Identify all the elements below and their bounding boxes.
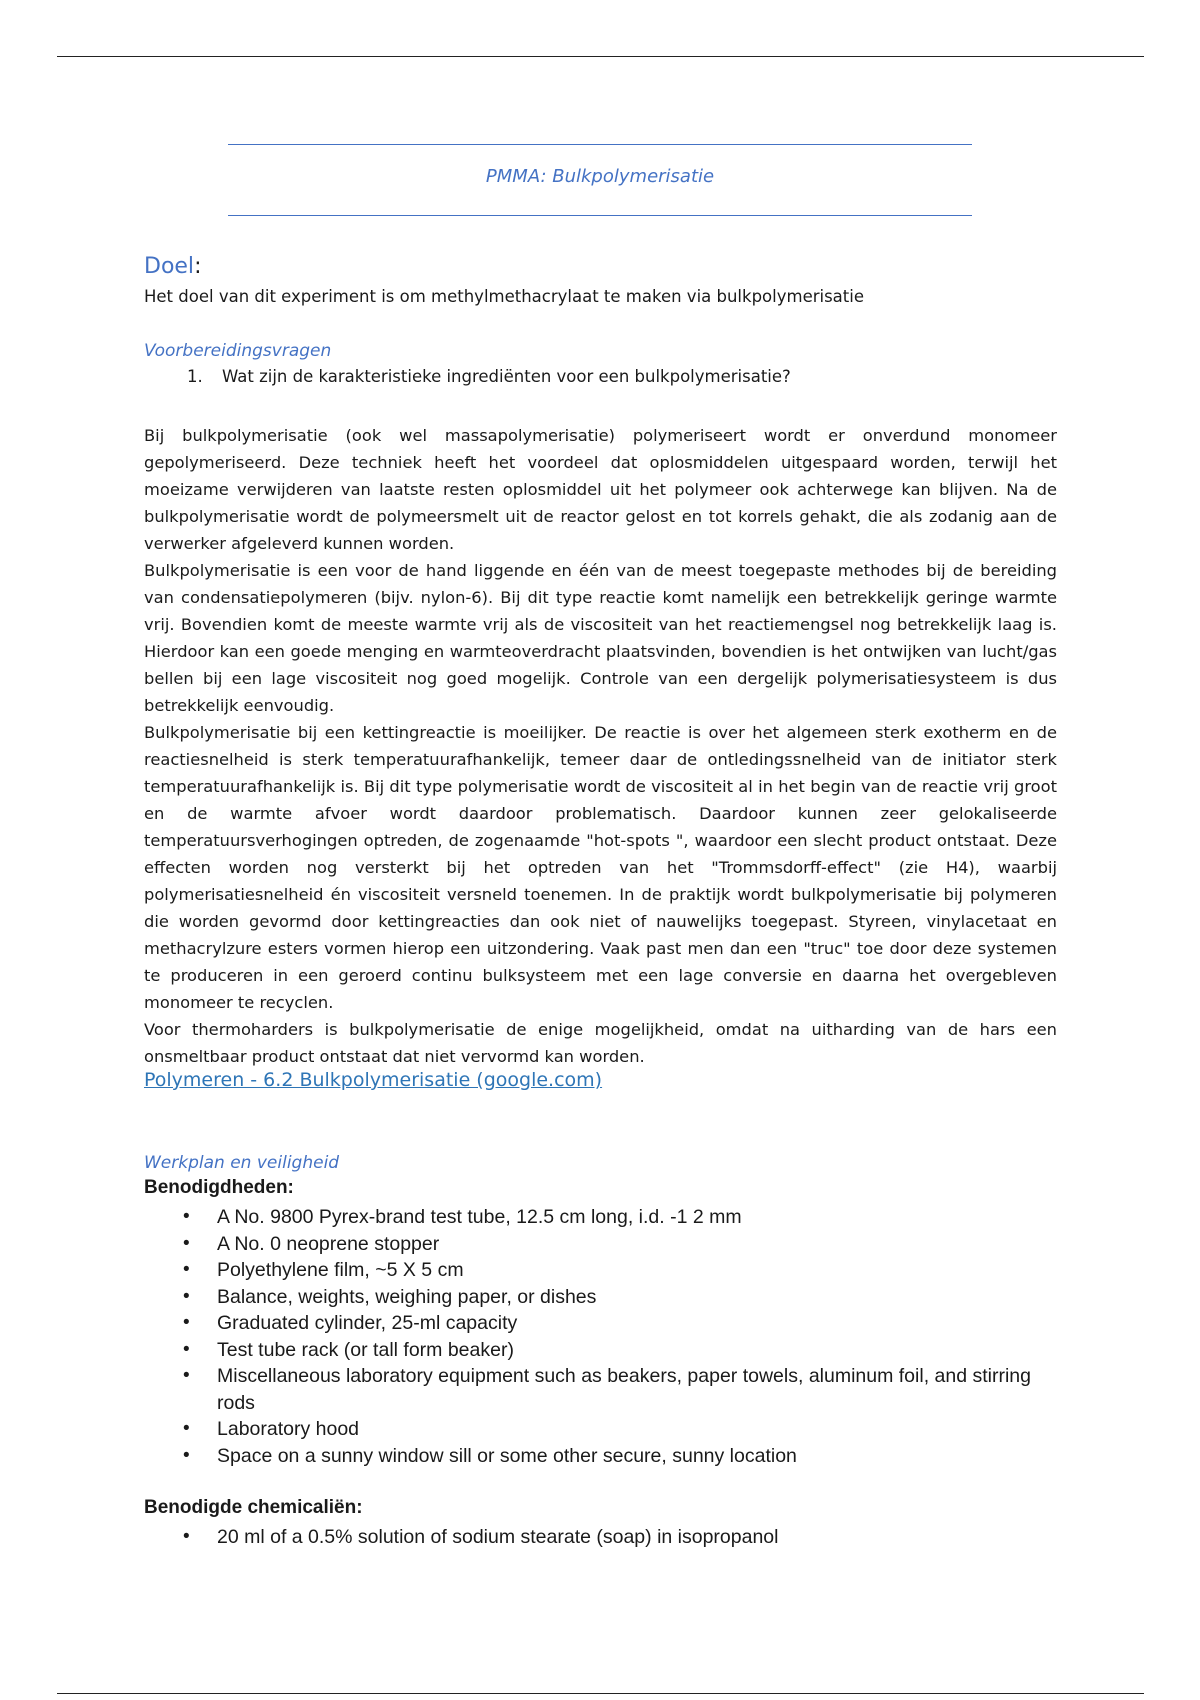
question-item (187, 367, 791, 386)
chemicalien-list (144, 1524, 1064, 1551)
werkplan-heading: Werkplan en veiligheid (144, 1153, 340, 1173)
list-item: • Balance, weights, weighing paper, or dishes (144, 1284, 1064, 1311)
question-number: 1. (187, 367, 203, 386)
list-item: • Miscellaneous laboratory equipment such as beakers, paper towels, aluminum foil, and stirring rods (144, 1363, 1064, 1416)
doel-heading (144, 254, 201, 279)
list-item: • Polyethylene film, ~5 X 5 cm (144, 1257, 1064, 1284)
page-title: PMMA: Bulkpolymerisatie (485, 166, 715, 187)
list-item: • A No. 9800 Pyrex-brand test tube, 12.5 cm long, i.d. -1 2 mm (144, 1204, 1064, 1231)
paragraph: Bulkpolymerisatie is een voor de hand liggende en één van de meest toegepaste methodes bij de bereiding van condensatiepolymeren (bijv. nylon-6). Bij dit type reactie komt namelijk een betrekkelijk geringe warmte vrij. Bovendien komt de meeste warmte vrij als de viscositeit van het reactiemengsel nog betrekkelijk laag is. Hierdoor kan een goede menging en warmteoverdracht plaatsvinden, bovendien is het ontwijken van lucht/gas bellen bij een lage viscositeit nog goed mogelijk. Controle van een dergelijk polymerisatiesysteem is dus betrekkelijk eenvoudig. (144, 561, 1057, 715)
page-bottom-rule (57, 1693, 1144, 1694)
benodigdheden-heading: Benodigdheden: (144, 1177, 294, 1198)
doel-heading-label: Doel (144, 254, 195, 279)
benodigdheden-list (144, 1204, 1064, 1469)
paragraph: Voor thermoharders is bulkpolymerisatie de enige mogelijkheid, omdat na uitharding van de hars een onsmeltbaar product ontstaat dat niet vervormd kan worden. (144, 1020, 1057, 1066)
voorbereiding-heading: Voorbereidingsvragen (144, 341, 332, 361)
source-link[interactable]: Polymeren - 6.2 Bulkpolymerisatie (google.com) (144, 1069, 603, 1091)
doel-text: Het doel van dit experiment is om methylmethacrylaat te maken via bulkpolymerisatie (144, 287, 864, 306)
answer-body (144, 422, 1057, 1070)
list-item: • 20 ml of a 0.5% solution of sodium stearate (soap) in isopropanol (144, 1524, 1064, 1551)
doel-heading-colon: : (194, 254, 202, 279)
list-item: • Space on a sunny window sill or some other secure, sunny location (144, 1443, 1064, 1470)
list-item: • Test tube rack (or tall form beaker) (144, 1337, 1064, 1364)
list-item: • A No. 0 neoprene stopper (144, 1231, 1064, 1258)
list-item: • Laboratory hood (144, 1416, 1064, 1443)
list-item: • Graduated cylinder, 25-ml capacity (144, 1310, 1064, 1337)
page-top-rule (57, 56, 1144, 57)
paragraph: Bulkpolymerisatie bij een kettingreactie is moeilijker. De reactie is over het algemeen sterk exotherm en de reactiesnelheid is sterk temperatuurafhankelijk, temeer daar de ontledingssnelheid van de initiator sterk temperatuurafhankelijk is. Bij dit type polymerisatie wordt de viscositeit al in het begin van de reactie vrij groot en de warmte afvoer wordt daardoor problematisch. Daardoor kunnen zeer gelokaliseerde temperatuursverhogingen optreden, de zogenaamde "hot-spots ", waardoor een slecht product ontstaat. Deze effecten worden nog versterkt bij het optreden van het "Trommsdorff-effect" (zie H4), waarbij polymerisatiesnelheid én viscositeit versneld toenemen. In de praktijk wordt bulkpolymerisatie bij polymeren die worden gevormd door kettingreacties dan ook niet of nauwelijks toegepast. Styreen, vinylacetaat en methacrylzure esters vormen hierop een uitzondering. Vaak past men dan een "truc" toe door deze systemen te produceren in een geroerd continu bulksysteem met een lage conversie en daarna het overgebleven monomeer te recyclen. (144, 723, 1057, 1012)
title-box (228, 144, 972, 216)
paragraph: Bij bulkpolymerisatie (ook wel massapolymerisatie) polymeriseert wordt er onverdund monomeer gepolymeriseerd. Deze techniek heeft het voordeel dat oplosmiddelen uitgespaard worden, terwijl het moeizame verwijderen van laatste resten oplosmiddel uit het polymeer ook achterwege kan blijven. Na de bulkpolymerisatie wordt de polymeersmelt uit de reactor gelost en tot korrels gehakt, die als zodanig aan de verwerker afgeleverd kunnen worden. (144, 426, 1057, 553)
chemicalien-heading: Benodigde chemicaliën: (144, 1497, 363, 1518)
question-text: Wat zijn de karakteristieke ingrediënten voor een bulkpolymerisatie? (222, 367, 791, 386)
